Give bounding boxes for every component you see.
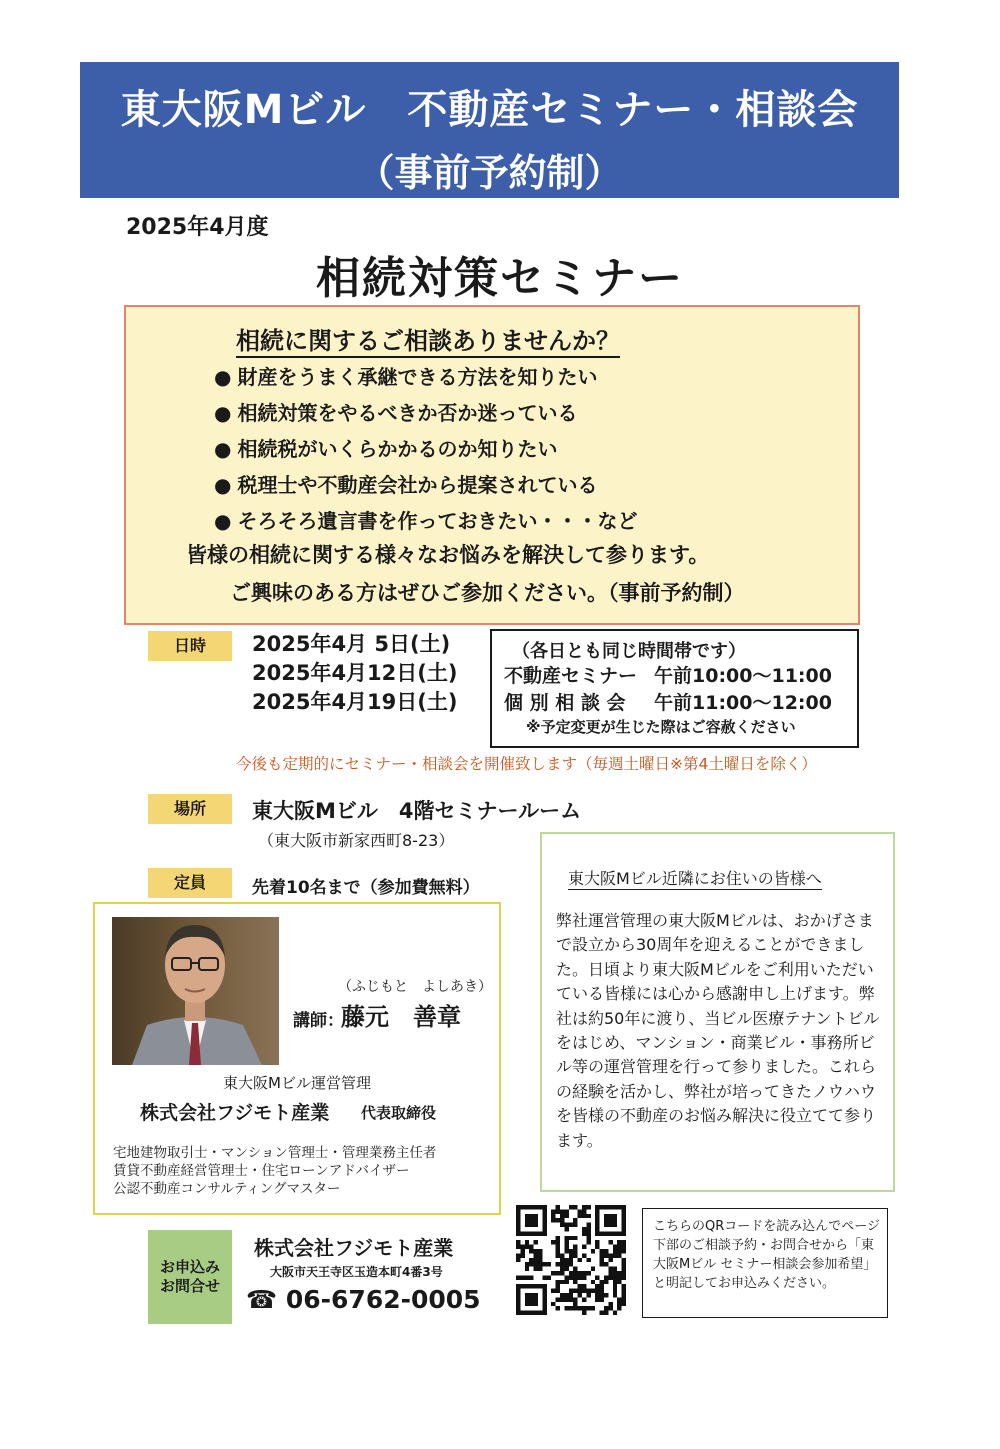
qualification-item: 宅地建物取引士・マンション管理士・管理業務主任者 — [113, 1145, 437, 1161]
header-banner — [80, 62, 899, 198]
banner-title: 東大阪Mビル 不動産セミナー・相談会 — [120, 87, 859, 133]
phone-number: 06-6762-0005 — [285, 1285, 481, 1314]
speaker-box — [93, 902, 501, 1215]
speaker-name: 藤元 善章 — [341, 1003, 461, 1031]
neighbors-title: 東大阪Mビル近隣にお住いの皆様へ — [568, 866, 822, 890]
time-box — [490, 629, 859, 748]
seminar-label: 不動産セミナー — [504, 665, 638, 687]
list-item: ● 相続税がいくらかかるのか知りたい — [214, 431, 637, 467]
time-header: （各日とも同じ時間帯です） — [512, 641, 746, 662]
list-item: ● 相続対策をやるべきか否か迷っている — [214, 395, 637, 431]
worry-message: 皆様の相続に関する様々なお悩みを解決して参ります。 — [186, 543, 710, 567]
page-title: 相続対策セミナー — [316, 253, 684, 304]
venue-address: （東大阪市新家西町8-23） — [258, 831, 455, 850]
qualifications — [113, 1144, 436, 1198]
inquiry-label: お問合せ — [159, 1277, 220, 1295]
qr-instructions: こちらのQRコードを読み込んでページ下部のご相談予約・お問合せから「東大阪Mビル セミナー相談会参加希望」と明記してお申込みください。 — [642, 1208, 888, 1318]
consult-time: 午前11:00～12:00 — [654, 692, 832, 714]
regular-notice: 今後も定期的にセミナー・相談会を開催致します（毎週土曜日※第4土曜日を除く） — [236, 755, 817, 773]
company-name: 株式会社フジモト産業 — [140, 1102, 330, 1124]
capacity-text: 先着10名まで（参加費無料） — [252, 878, 480, 898]
consult-label: 個 別 相 談 会 — [504, 692, 626, 714]
contact-company: 株式会社フジモト産業 — [254, 1236, 454, 1260]
list-item: ● 税理士や不動産会社から提案されている — [214, 467, 637, 503]
speaker-label: 講師： — [293, 1011, 344, 1031]
contact-address: 大阪市天王寺区玉造本町4番3号 — [270, 1265, 443, 1279]
seminar-time: 午前10:00～11:00 — [654, 665, 832, 687]
list-item: ● 財産をうまく承継できる方法を知りたい — [214, 359, 637, 395]
worry-invitation: ご興味のある方はぜひご参加ください。（事前予約制） — [230, 581, 745, 605]
phone-icon: ☎ — [246, 1285, 278, 1314]
worry-box — [124, 305, 860, 625]
list-item: ● そろそろ遺言書を作っておきたい・・・など — [214, 503, 637, 539]
schedule-dates — [252, 630, 457, 717]
qr-code[interactable] — [515, 1205, 627, 1315]
month-label: 2025年4月度 — [126, 215, 269, 240]
apply-tag — [148, 1230, 232, 1324]
seminar-time-row — [504, 663, 857, 690]
schedule-tag: 日時 — [148, 631, 232, 661]
speaker-role: 代表取締役 — [361, 1104, 437, 1122]
neighbors-body: 弊社運営管理の東大阪Mビルは、おかげさまで設立から30周年を迎えることができました。日頃より東大阪Mビルをご利用いただいている皆様には心から感謝申し上げます。弊社は約50年に渡り、当ビル医療テナントビルをはじめ、マンション・商業ビル・事務所ビル等の運営管理を行って参りました。これらの経験を活かし、弊社が培ってきたノウハウを皆様の不動産のお悩み解決に役立てて参ります。 — [556, 911, 880, 1150]
qualification-item: 公認不動産コンサルティングマスター — [113, 1181, 341, 1197]
qr-code-icon — [515, 1205, 627, 1315]
date-item: 2025年4月12日(土) — [252, 661, 458, 685]
neighbors-box — [540, 832, 895, 1192]
company-subtitle: 東大阪Mビル運営管理 — [223, 1074, 371, 1092]
apply-label: お申込み — [159, 1258, 220, 1276]
qualification-item: 賃貸不動産経営管理士・住宅ローンアドバイザー — [113, 1163, 410, 1179]
contact-phone[interactable] — [246, 1285, 481, 1314]
date-item: 2025年4月 5日(土) — [252, 632, 451, 656]
capacity-tag: 定員 — [148, 868, 232, 898]
speaker-photo — [112, 917, 279, 1065]
schedule-note: ※予定変更が生じた際はご容赦ください — [526, 718, 796, 736]
venue-name: 東大阪Mビル 4階セミナールーム — [252, 799, 582, 823]
speaker-portrait-icon — [112, 917, 279, 1065]
speaker-ruby: （ふじもと よしあき） — [338, 979, 492, 995]
venue-tag: 場所 — [148, 794, 232, 824]
consult-time-row — [504, 690, 857, 717]
worry-question: 相続に関するご相談ありませんか？ — [236, 321, 620, 358]
banner-subtitle: （事前予約制） — [356, 151, 623, 195]
date-item: 2025年4月19日(土) — [252, 690, 458, 714]
worry-list — [214, 359, 637, 539]
